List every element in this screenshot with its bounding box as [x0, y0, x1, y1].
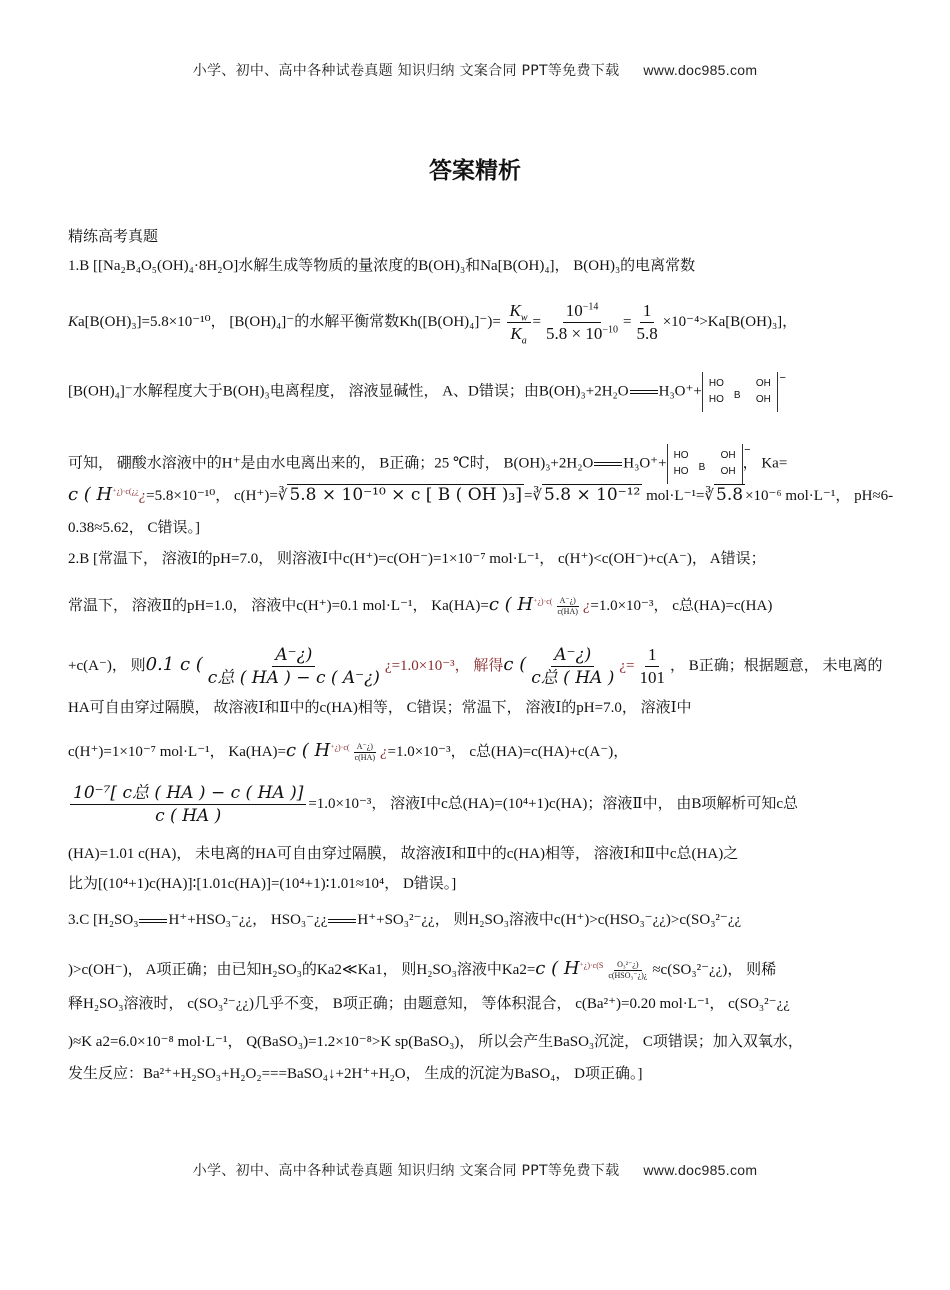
page-title: 答案精析: [429, 158, 521, 184]
fraction-1e14: $\frac{10^{-14}}{5.8 \times 10^{-10}}$: [546, 301, 618, 343]
q1-line-5: c ( $H^{^+¿)\cdot c(¿¿}¿=5.8\times 10^{-10}$， c(H⁺)=∛ 5.8 × 10⁻¹⁰ × c [ B ( OH )₃] =∛ 5.8 × 10⁻¹² mol·L⁻¹=∛ 5.8 ×10⁻⁶ mol·L⁻¹， pH≈6-: [68, 484, 894, 505]
footer-text: 小学、初中、高中各种试卷真题 知识归纳 文案合同 PPT等免费下载: [192, 1163, 620, 1179]
section-heading: 精练高考真题: [68, 227, 159, 245]
fraction-1-over-5-8: $\frac{1}{5.8}$: [636, 301, 658, 343]
equilibrium-arrow-icon: [328, 919, 356, 923]
borate-structure-icon: HO OH B HO OH −: [667, 444, 743, 484]
header-text: 小学、初中、高中各种试卷真题 知识归纳 文案合同 PPT等免费下载: [192, 63, 620, 79]
q2-line-2: 常温下， 溶液Ⅱ的pH=1.0， 溶液中c(H⁺)=0.1 mol·L⁻¹， Ka(HA)=c ( $H^{^+¿)\cdot c(}$ $\frac{A^-¿)}{c(HA)}$ ¿=1.0×10⁻³， c总(HA)=c(HA): [68, 594, 773, 617]
equilibrium-arrow-icon: [594, 462, 622, 466]
q2-line-6: $\frac{\text{10⁻⁷[ c总 ( HA ) − c ( HA )]}}{c ( HA )}$ =1.0×10⁻³， 溶液Ⅰ中c总(HA)=(10⁴+1)c(HA)；溶液Ⅱ中， 由B项解析可知c总: [68, 782, 798, 827]
q3-line-5: 发生反应：Ba²⁺+H₂SO₃+H₂O₂===BaSO₄↓+2H⁺+H₂O， 生成的沉淀为BaSO₄， D项正确。]: [68, 1066, 643, 1082]
q1-line-4: 可知， 硼酸水溶液中的H⁺是由水电离出来的， B正确；25 ℃时， B(OH)₃+2H₂O H₃O⁺+ HO OH B HO OH − ， Ka=: [68, 444, 787, 484]
q2-line-7: (HA)=1.01 c(HA)， 未电离的HA可自由穿过隔膜， 故溶液Ⅰ和Ⅱ中的c(HA)相等， 溶液Ⅰ和Ⅱ中c总(HA)之: [68, 846, 739, 862]
q2-line-5: c(H⁺)=1×10⁻⁷ mol·L⁻¹， Ka(HA)=c ( $H^{^+¿)\cdot c(}$ $\frac{A^-¿)}{c(HA)}$ ¿=1.0×10⁻³， c总(HA)=c(HA)+c(A⁻)，: [68, 740, 629, 763]
q1-line-1: 1.B [[Na₂B₄O₅(OH)₄·8H₂O]水解生成等物质的量浓度的B(OH)₃和Na[B(OH)₄]， B(OH)₃的电离常数: [68, 258, 696, 274]
q3-line-4: )≈K a2=6.0×10⁻⁸ mol·L⁻¹， Q(BaSO₃)=1.2×10⁻⁸>K sp(BaSO₃)， 所以会产生BaSO₃沉淀， C项错误；加入双氧水，: [68, 1034, 803, 1050]
q3-line-3: 释H₂SO₃溶液时， c(SO₃²⁻¿¿)几乎不变， B项正确；由题意知， 等体积混合， c(Ba²⁺)=0.20 mol·L⁻¹， c(SO₃²⁻¿¿: [68, 996, 790, 1012]
q3-line-1: 3.C [H₂SO₃ H⁺+HSO₃⁻¿¿， HSO₃⁻¿¿ H⁺+SO₃²⁻¿¿， 则H₂SO₃溶液中c(H⁺)>c(HSO₃⁻¿¿)>c(SO₃²⁻¿¿: [68, 912, 742, 928]
q2-line-4: HA可自由穿过隔膜， 故溶液Ⅰ和Ⅱ中的c(HA)相等， C错误；常温下， 溶液Ⅰ的pH=7.0， 溶液Ⅰ中: [68, 700, 692, 716]
equilibrium-arrow-icon: [630, 390, 658, 394]
borate-structure-icon: HO OH B HO OH −: [702, 372, 778, 412]
header-site[interactable]: www.doc985.com: [643, 62, 758, 78]
q1-line-3: [B(OH)₄]⁻水解程度大于B(OH)₃电离程度， 溶液显碱性， A、D错误；由B(OH)₃+2H₂O H₃O⁺+ HO OH B HO OH −: [68, 372, 778, 412]
equilibrium-arrow-icon: [139, 919, 167, 923]
q2-line-3: +c(A⁻)， 则0.1 c ( $\frac{A^-¿)}{\text{c总 ( HA ) − c ( A⁻¿)}}$ ¿=1.0×10⁻³， 解得c ( $\frac{A^-¿)}{\text{c总 ( HA )}}$ ¿= $\frac{1}{101}$ ， B正确；根据题意， 未电离的: [68, 645, 883, 688]
q1-line-6: 0.38≈5.62， C错误。]: [68, 520, 200, 536]
q2-line-1: 2.B [常温下， 溶液Ⅰ的pH=7.0， 则溶液Ⅰ中c(H⁺)=c(OH⁻)=1×10⁻⁷ mol·L⁻¹， c(H⁺)<c(OH⁻)+c(A⁻)， A错误；: [68, 551, 766, 567]
page-header: [0, 60, 950, 80]
fraction-kw-ka: $\frac{K_w}{K_a}$: [507, 300, 531, 345]
page-footer: [0, 1160, 950, 1180]
q1-line-2: Ka[B(OH)₃]=5.8×10⁻¹⁰， [B(OH)₄]⁻的水解平衡常数Kh([B(OH)₄]⁻)= $\frac{K_w}{K_a}$ = $\frac{10^{-14}}{5.8 \times 10^{-10}}$ = $\frac{1}{5.8}$ ×10⁻⁴>Ka[B(OH)₃]，: [68, 301, 798, 347]
q3-line-2: )>c(OH⁻)， A项正确；由已知H₂SO₃的Ka2≪Ka1， 则H₂SO₃溶液中Ka2=c ( $H^{^+¿)\cdot c(S}$ $\frac{\text{O₃²⁻¿)}}{\text{c(HSO₃⁻¿)¿}}$ ≈c(SO₃²⁻¿¿)， 则稀: [68, 958, 777, 981]
footer-site[interactable]: www.doc985.com: [643, 1162, 758, 1178]
q2-line-8: 比为[(10⁴+1)c(HA)]∶[1.01c(HA)]=(10⁴+1)∶1.01≈10⁴， D错误。]: [68, 876, 457, 892]
